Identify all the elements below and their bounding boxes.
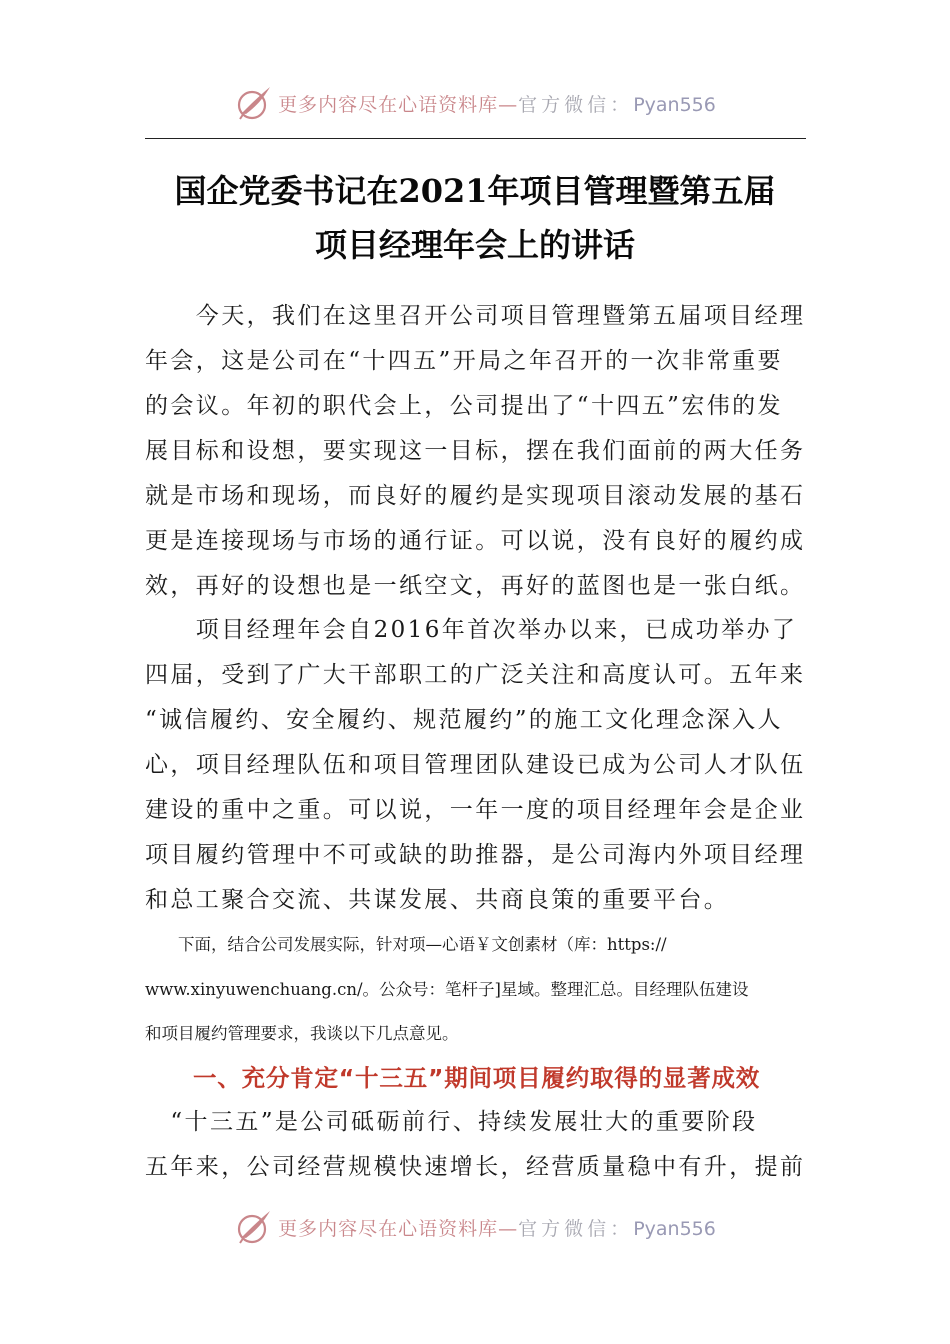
body-line: 项目履约管理中不可或缺的助推器，是公司海内外项目经理 [145,842,806,868]
body-line: 就是市场和现场，而良好的履约是实现项目滚动发展的基石 [145,483,806,509]
quill-pen-logo-icon [234,83,274,123]
quill-pen-logo-icon [234,1207,274,1247]
banner-main-text: 更多内容尽在心语资料库— [278,93,519,116]
small-text-line: www.xinyuwenchuang.cn/。公众号：笔杆子]星域。整理汇总。目经理队伍建设 [145,980,749,999]
body-line: 今天，我们在这里召开公司项目管理暨第五届项目经理 [145,303,806,329]
small-text-line: 下面，结合公司发展实际，针对项—心语￥文创素材（库：https:// [145,935,667,954]
banner-wechat-id: Pyan556 [633,93,716,116]
document-title-line-2: 项目经理年会上的讲话 [314,226,635,264]
header-banner [0,78,950,128]
banner-wechat-id: Pyan556 [633,1217,716,1240]
body-line: 心，项目经理队伍和项目管理团队建设已成为公司人才队伍 [145,752,806,778]
body-line: “十三五”是公司砥砺前行、持续发展壮大的重要阶段 [145,1109,758,1135]
banner-wechat-label: 官方微信： [518,93,634,116]
body-line: “诚信履约、安全履约、规范履约”的施工文化理念深入人 [145,707,783,733]
body-line: 和总工聚合交流、共谋发展、共商良策的重要平台。 [145,887,730,913]
footer-banner [0,1202,950,1252]
small-text-line: 和项目履约管理要求，我谈以下几点意见。 [145,1024,459,1043]
body-line: 更是连接现场与市场的通行证。可以说，没有良好的履约成 [145,528,806,554]
document-title-line-1: 国企党委书记在2021年项目管理暨第五届 [174,172,776,210]
body-line: 展目标和设想，要实现这一目标，摆在我们面前的两大任务 [145,438,806,464]
section-heading: 一、充分肯定“十三五”期间项目履约取得的显著成效 [193,1064,761,1092]
banner-text [278,90,716,117]
banner-text [278,1214,716,1241]
body-line: 四届，受到了广大干部职工的广泛关注和高度认可。五年来 [145,662,806,688]
banner-main-text: 更多内容尽在心语资料库— [278,1217,519,1240]
banner-wechat-label: 官方微信： [518,1217,634,1240]
header-divider [145,138,806,139]
body-line: 的会议。年初的职代会上，公司提出了“十四五”宏伟的发 [145,393,783,419]
body-line: 建设的重中之重。可以说，一年一度的项目经理年会是企业 [145,797,806,823]
body-line: 五年来，公司经营规模快速增长，经营质量稳中有升，提前 [145,1154,806,1180]
body-line: 项目经理年会自2016年首次举办以来，已成功举办了 [145,617,798,643]
body-line: 效，再好的设想也是一纸空文，再好的蓝图也是一张白纸。 [145,573,806,599]
body-line: 年会，这是公司在“十四五”开局之年召开的一次非常重要 [145,348,783,374]
